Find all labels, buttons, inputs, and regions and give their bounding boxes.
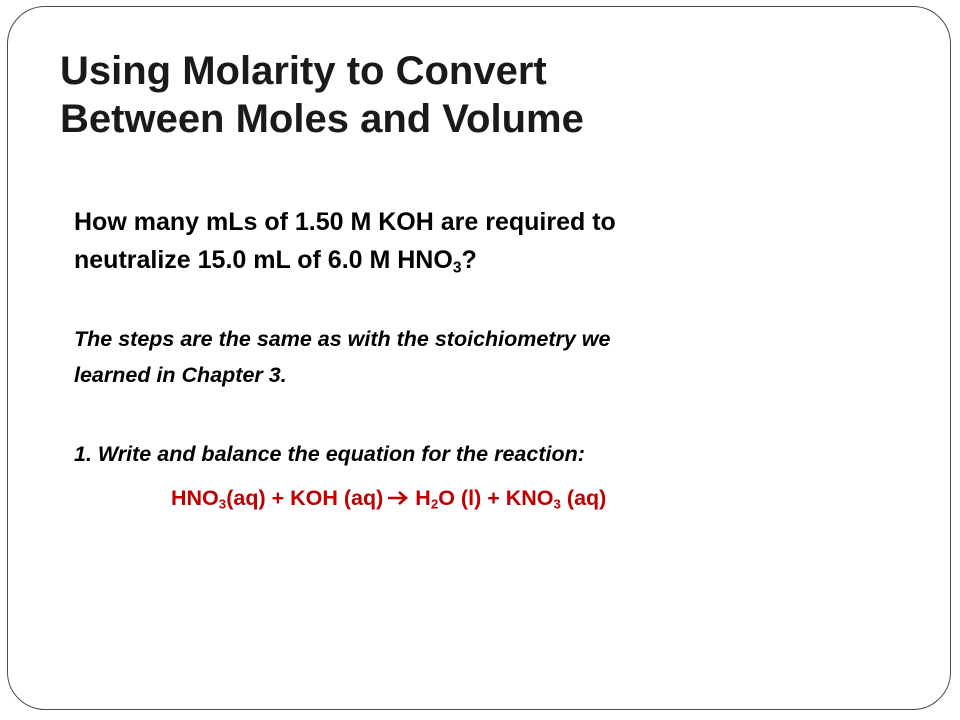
slide-title bbox=[60, 47, 584, 143]
chemical-equation bbox=[171, 481, 606, 516]
equation-products-mid: O (l) + KNO bbox=[438, 486, 554, 510]
hno3-subscript: 3 bbox=[218, 496, 227, 512]
reactant-hno3: HNO bbox=[171, 486, 219, 510]
product-h2o-h: H bbox=[415, 486, 431, 510]
question-line-1: How many mLs of 1.50 M KOH are required to bbox=[74, 208, 616, 236]
title-line-1: Using Molarity to Convert bbox=[60, 49, 547, 93]
question-line-2-text: neutralize 15.0 mL of 6.0 M HNO bbox=[74, 246, 453, 274]
note-line-1: The steps are the same as with the stoichiometry we bbox=[74, 327, 611, 351]
right-arrow-icon bbox=[387, 482, 409, 516]
kno3-subscript: 3 bbox=[553, 496, 561, 512]
note-line-2: learned in Chapter 3. bbox=[74, 363, 287, 387]
title-line-2: Between Moles and Volume bbox=[60, 97, 584, 141]
slide-frame bbox=[7, 6, 951, 710]
step-1: 1. Write and balance the equation for the reaction: bbox=[74, 442, 585, 466]
question-subscript: 3 bbox=[452, 259, 462, 277]
steps-note bbox=[74, 321, 914, 393]
h2o-subscript: 2 bbox=[430, 496, 439, 512]
question-mark: ? bbox=[461, 246, 477, 274]
equation-reactants-rest: (aq) + KOH (aq) bbox=[226, 486, 384, 510]
question-text bbox=[74, 203, 914, 279]
question-line-2 bbox=[74, 241, 914, 279]
equation-products-end: (aq) bbox=[560, 486, 607, 510]
